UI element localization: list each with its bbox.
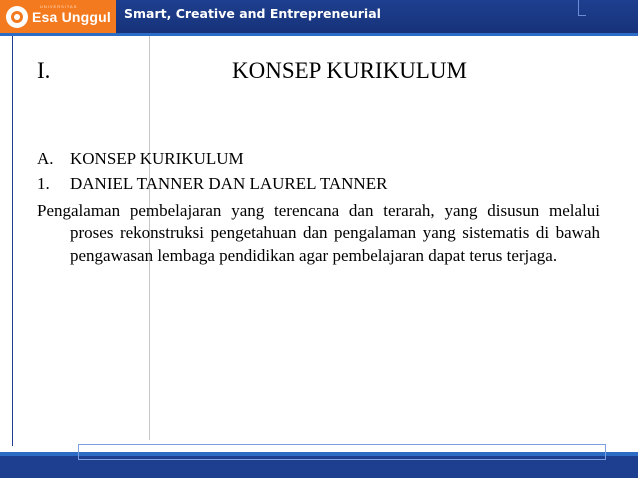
definition-paragraph: Pengalaman pembelajaran yang terencana dan terarah, yang disusun melalui proses rekonstruksi pengetahuan dan pengalaman yang sistematis di bawah pengawasan lembaga pendidikan agar pembelajaran dapat terus terjaga. xyxy=(37,201,600,265)
header-divider xyxy=(0,33,638,36)
frame-line-left xyxy=(12,36,13,446)
logo-emblem-icon xyxy=(6,6,28,28)
header-decoration xyxy=(578,0,586,16)
footer-frame xyxy=(78,444,606,460)
logo-small-text: UNIVERSITAS xyxy=(40,4,78,9)
list-marker: A. xyxy=(37,149,54,168)
tagline: Smart, Creative and Entrepreneurial xyxy=(124,6,381,21)
header-bar xyxy=(0,0,638,33)
list-item-text: KONSEP KURIKULUM xyxy=(70,149,244,168)
logo-text: Esa Unggul xyxy=(32,9,112,25)
slide-title-number: I. xyxy=(37,58,51,83)
list-item-text: DANIEL TANNER DAN LAUREL TANNER xyxy=(70,174,388,193)
list-marker: 1. xyxy=(37,174,50,193)
university-logo xyxy=(0,0,116,33)
slide-title: KONSEP KURIKULUM xyxy=(232,58,467,83)
